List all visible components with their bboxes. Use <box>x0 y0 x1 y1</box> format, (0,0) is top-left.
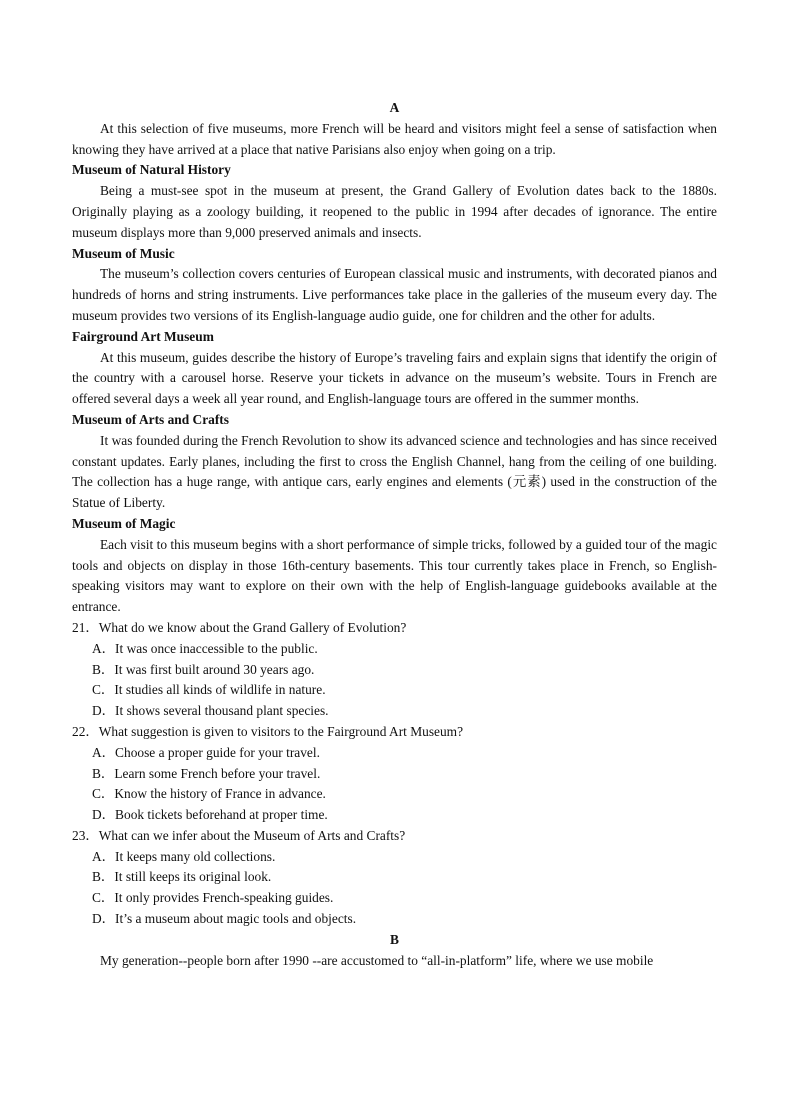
museum-heading: Museum of Music <box>72 245 175 261</box>
question-option: C．It only provides French-speaking guides. <box>92 890 334 906</box>
museum-heading: Fairground Art Museum <box>72 328 214 344</box>
document-page <box>72 98 717 971</box>
museum-paragraph: It was founded during the French Revolution to show its advanced science and technologies and has since received constant updates. Early planes, including the first to cross the English Channel, hang from the ceiling of one building. The collection has a huge range, with antique cars, early engines and elements (元素) used in the construction of the Statue of Liberty. <box>72 432 717 511</box>
section-b-title: B <box>390 931 399 947</box>
question-option: B．It was first built around 30 years ago. <box>92 661 315 677</box>
question-stem: 23．What can we infer about the Museum of Arts and Crafts? <box>72 827 406 843</box>
question-option: A．It keeps many old collections. <box>92 848 276 864</box>
intro-paragraph: At this selection of five museums, more French will be heard and visitors might feel a sense of satisfaction when knowing they have arrived at a place that native Parisians also enjoy when going on a trip. <box>72 120 717 157</box>
museum-paragraph: Being a must-see spot in the museum at present, the Grand Gallery of Evolution dates back to the 1880s. Originally playing as a zoology building, it reopened to the public in 1994 after decades of ignorance. The entire museum displays more than 9,000 preserved animals and insects. <box>72 183 717 240</box>
question-option: A．Choose a proper guide for your travel. <box>92 744 320 760</box>
museum-heading: Museum of Natural History <box>72 162 231 178</box>
museum-heading: Museum of Magic <box>72 515 176 531</box>
question-stem: 21．What do we know about the Grand Gallery of Evolution? <box>72 619 407 635</box>
question-option: C．It studies all kinds of wildlife in nature. <box>92 682 326 698</box>
museum-heading: Museum of Arts and Crafts <box>72 411 229 427</box>
museum-paragraph: At this museum, guides describe the history of Europe’s traveling fairs and explain signs that identify the origin of the country with a carousel horse. Reserve your tickets in advance on the museum’s website. Tours in French are offered several days a week all year round, and English-language tours are offered in the summer months. <box>72 349 717 407</box>
section-a-title: A <box>389 100 400 115</box>
section-b-paragraph: My generation--people born after 1990 --are accustomed to “all-in-platform” life, where we use mobile <box>100 952 654 968</box>
question-option: D．It shows several thousand plant species. <box>92 703 329 719</box>
question-option: D．It’s a museum about magic tools and objects. <box>92 911 357 927</box>
question-option: D．Book tickets beforehand at proper time. <box>92 807 328 823</box>
question-stem: 22．What suggestion is given to visitors to the Fairground Art Museum? <box>72 723 464 739</box>
question-option: A．It was once inaccessible to the public. <box>92 640 318 656</box>
question-option: C．Know the history of France in advance. <box>92 786 326 802</box>
question-option: B．Learn some French before your travel. <box>92 765 321 781</box>
question-option: B．It still keeps its original look. <box>92 869 272 885</box>
museum-paragraph: The museum’s collection covers centuries of European classical music and instruments, with decorated pianos and hundreds of horns and string instruments. Live performances take place in the galleries of the museum every day. The museum provides two versions of its English-language audio guide, one for children and the other for adults. <box>72 266 717 323</box>
museum-paragraph: Each visit to this museum begins with a short performance of simple tricks, followed by a guided tour of the magic tools and objects on display in those 16th-century basements. This tour currently takes place in French, so English-speaking visitors may want to explore on their own with the help of English-language guidebooks available at the entrance. <box>72 536 717 615</box>
